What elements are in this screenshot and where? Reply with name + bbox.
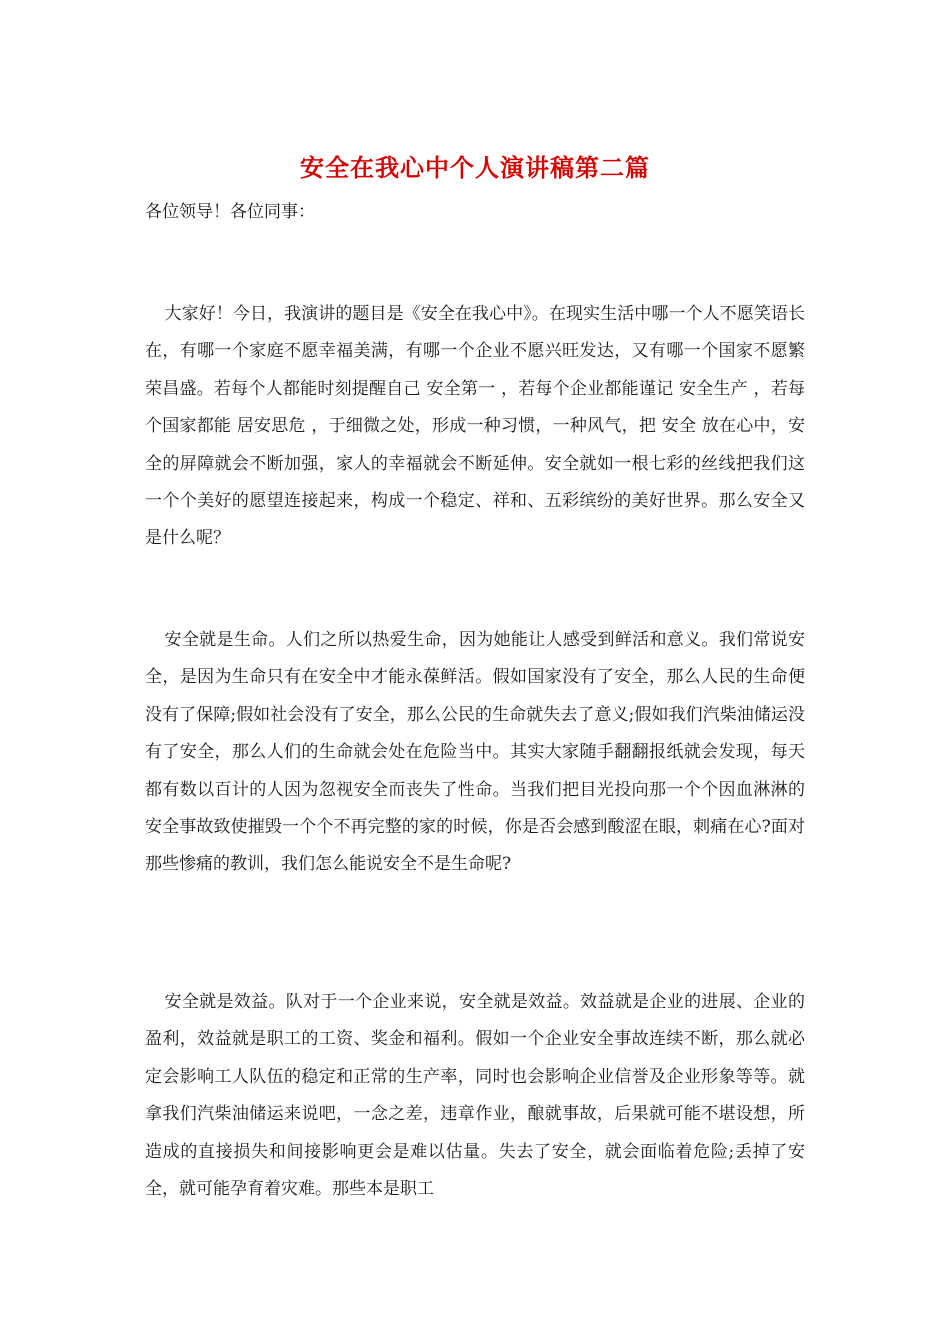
paragraph-safety-is-life: 安全就是生命。人们之所以热爱生命，因为她能让人感受到鲜活和意义。我们常说安全，是因为生命只有在安全中才能永葆鲜活。假如国家没有了安全，那么人民的生命便没有了保障;假如社会没有了安全，那么公民的生命就失去了意义;假如我们汽柴油储运没有了安全，那么人们的生命就会处在危险当中。其实大家随手翻翻报纸就会发现，每天都有数以百计的人因为忽视安全而丧失了性命。当我们把目光投向那一个个因血淋淋的安全事故致使摧毁一个个不再完整的家的时候，你是否会感到酸涩在眼，刺痛在心?面对那些惨痛的教训，我们怎么能说安全不是生命呢? xyxy=(145,630,805,875)
salutation: 各位领导！各位同事： xyxy=(145,202,315,222)
paragraph-introduction: 大家好！今日，我演讲的题目是《安全在我心中》。在现实生活中哪一个人不愿笑语长在，有哪一个家庭不愿幸福美满，有哪一个企业不愿兴旺发达，又有哪一个国家不愿繁荣昌盛。若每个人都能时刻提醒自己 安全第一 ，若每个企业都能谨记 安全生产 ，若每个国家都能 居安思危 ，于细微之处，形成一种习惯，一种风气，把 安全 放在心中，安全的屏障就会不断加强，家人的幸福就会不断延伸。安全就如一根七彩的丝线把我们这一个个美好的愿望连接起来，构成一个稳定、祥和、五彩缤纷的美好世界。那么安全又是什么呢？ xyxy=(145,304,805,549)
paragraph-safety-is-benefit: 安全就是效益。队对于一个企业来说，安全就是效益。效益就是企业的进展、企业的盈利，效益就是职工的工资、奖金和福利。假如一个企业安全事故连续不断，那么就必定会影响工人队伍的稳定和正常的生产率，同时也会影响企业信誉及企业形象等等。就拿我们汽柴油储运来说吧，一念之差，违章作业，酿就事故，后果就可能不堪设想，所造成的直接损失和间接影响更会是难以估量。失去了安全，就会面临着危险;丢掉了安全，就可能孕育着灾难。那些本是职工 xyxy=(145,992,805,1200)
document-title: 安全在我心中个人演讲稿第二篇 xyxy=(300,153,650,182)
